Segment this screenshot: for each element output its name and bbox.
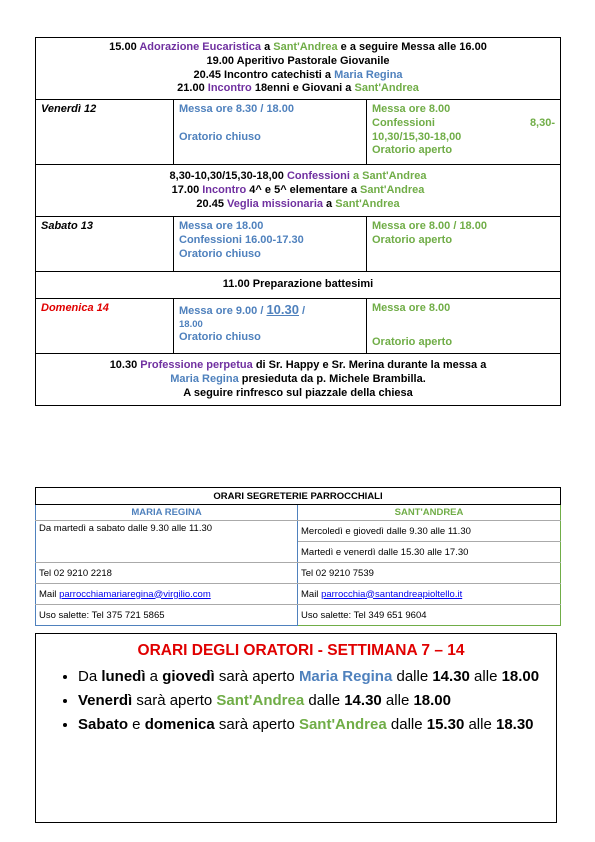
maria-regina-tel: Tel 02 9210 2218: [36, 563, 298, 584]
text: Sant'Andrea: [335, 197, 400, 210]
maria-regina-header: MARIA REGINA: [36, 505, 298, 521]
text: lunedì: [101, 668, 146, 685]
text: Maria Regina: [170, 372, 239, 385]
adorazione-line: [41, 41, 555, 55]
text: Messa ore 8.30 / 18.00: [179, 103, 294, 115]
text: e a seguire Messa alle 16.00: [337, 41, 487, 53]
text: Oratorio chiuso: [179, 330, 261, 343]
saturday-maria-regina: [174, 217, 367, 272]
text: 14.30: [432, 668, 470, 685]
text: /: [299, 305, 306, 317]
text: 18.00: [501, 668, 540, 685]
sant-andrea-header: SANT'ANDREA: [298, 505, 561, 521]
text: 18.00: [413, 691, 451, 709]
friday-day: Venerdì 12: [36, 100, 174, 165]
oratori-list: [58, 666, 544, 735]
text: 8,30-10,30/15,30-18,00: [169, 170, 287, 182]
list-item: [78, 666, 544, 688]
text: Messa ore 8.00: [372, 302, 451, 314]
text: a: [261, 41, 274, 53]
spacer: [179, 117, 361, 131]
text: Da: [78, 668, 102, 685]
text: Sant'Andrea: [216, 691, 305, 709]
segreterie-title: ORARI SEGRETERIE PARROCCHIALI: [36, 488, 561, 505]
veglia-line: [41, 198, 555, 212]
text: Sant'Andrea: [354, 82, 419, 95]
text: Sant'Andrea: [362, 170, 427, 182]
text: sarà aperto: [132, 691, 217, 709]
text: 18.30: [495, 715, 534, 733]
sant-andrea-mail-link[interactable]: parrocchia@santandreapioltello.it: [321, 588, 463, 600]
text: domenica: [144, 715, 215, 733]
sunday-events-row: [36, 354, 561, 406]
sunday-row: [36, 299, 561, 354]
oratori-box: [35, 633, 557, 823]
text: alle: [464, 715, 496, 733]
text: dalle: [392, 668, 433, 685]
text: Mail: [39, 588, 60, 600]
text: a: [349, 170, 363, 182]
text: Professione perpetua: [140, 359, 253, 371]
text: Incontro: [207, 82, 252, 95]
text: Maria Regina: [298, 668, 393, 685]
professione-line: [41, 359, 555, 373]
maria-regina-hours: Da martedì a sabato dalle 9.30 alle 11.30: [36, 521, 298, 563]
saturday-sant-andrea: [367, 217, 561, 272]
text: Venerdì: [78, 691, 133, 709]
text: 20.45: [196, 197, 227, 210]
saturday-events-row: [36, 272, 561, 299]
confessioni-line: [41, 170, 555, 184]
text: di Sr. Happy e Sr. Merina durante la messa a: [252, 359, 487, 371]
text: Messa ore 18.00: [179, 220, 264, 233]
text: 10.30: [266, 302, 299, 317]
text: Oratorio aperto: [372, 335, 453, 348]
text: dalle: [304, 691, 345, 709]
text: Sant'Andrea: [298, 715, 387, 733]
weekly-schedule-table: [35, 37, 561, 406]
friday-row: [36, 100, 561, 165]
text: Veglia missionaria: [227, 197, 323, 210]
text: Maria Regina: [334, 68, 403, 81]
text: Adorazione Eucaristica: [139, 41, 262, 53]
text: 18enni e Giovani a: [251, 82, 355, 95]
text: 21.00: [177, 82, 208, 95]
text: Sant'Andrea: [273, 41, 338, 53]
text: a: [145, 668, 163, 685]
sunday-mass-line: [179, 302, 361, 319]
text: 10,30/15,30-18,00: [372, 130, 462, 143]
text: Messa ore 8.00: [372, 103, 451, 115]
text: 20.45 Incontro catechisti a: [193, 68, 335, 81]
maria-regina-mail-link[interactable]: parrocchiamariaregina@virgilio.com: [59, 588, 211, 600]
text: Sabato: [78, 715, 129, 733]
aperitivo-line: 19.00 Aperitivo Pastorale Giovanile: [206, 54, 390, 67]
text: e: [128, 715, 145, 733]
presieduta-line: [41, 373, 555, 387]
text: giovedì: [162, 668, 215, 685]
maria-regina-mail: [36, 584, 298, 605]
list-item: [78, 690, 544, 712]
sant-andrea-hours-1: Mercoledì e giovedì dalle 9.30 alle 11.30: [298, 521, 561, 542]
text: 15.30: [426, 715, 465, 733]
sant-andrea-mail: [298, 584, 561, 605]
elementare-line: [41, 184, 555, 198]
text: Incontro: [202, 183, 247, 196]
text: alle: [469, 668, 502, 685]
text: sarà aperto: [214, 668, 299, 685]
text: 10.30: [109, 359, 141, 371]
sant-andrea-tel: Tel 02 9210 7539: [298, 563, 561, 584]
text: 18.00: [179, 318, 203, 330]
sunday-sant-andrea: [367, 299, 561, 354]
saturday-day: Sabato 13: [36, 217, 174, 272]
confessioni-line: [372, 117, 555, 131]
text: 17.00: [171, 183, 203, 196]
text: a: [323, 197, 336, 210]
text: 8,30-: [529, 116, 556, 129]
text: Mail: [301, 588, 322, 600]
text: Messa ore 9.00 /: [179, 305, 267, 317]
text: Oratorio chiuso: [179, 130, 261, 143]
professione-cell: [36, 354, 561, 406]
text: sarà aperto: [214, 715, 299, 733]
sunday-day: Domenica 14: [36, 299, 174, 354]
sant-andrea-salette: Uso salette: Tel 349 651 9604: [298, 605, 561, 626]
oratori-title: ORARI DEGLI ORATORI - SETTIMANA 7 – 14: [137, 642, 465, 659]
spacer: [372, 316, 555, 336]
rinfresco-line: A seguire rinfresco sul piazzale della chiesa: [183, 386, 413, 399]
friday-events-row: [36, 165, 561, 217]
text: 14.30: [344, 691, 382, 709]
giovani-line: [41, 82, 555, 96]
text: 4^ e 5^ elementare a: [246, 183, 360, 196]
text: Messa ore 8.00 / 18.00: [372, 220, 487, 233]
text: 15.00: [109, 41, 140, 53]
sunday-maria-regina: [174, 299, 367, 354]
text: Oratorio chiuso: [179, 247, 261, 260]
saturday-row: [36, 217, 561, 272]
friday-maria-regina: [174, 100, 367, 165]
text: presieduta da p. Michele Brambilla.: [238, 372, 426, 385]
maria-regina-salette: Uso salette: Tel 375 721 5865: [36, 605, 298, 626]
text: Oratorio aperto: [372, 234, 453, 246]
text: Confessioni 16.00-17.30: [179, 234, 304, 246]
sant-andrea-hours-2: Martedì e venerdì dalle 15.30 alle 17.30: [298, 542, 561, 563]
catechisti-line: [41, 69, 555, 83]
thursday-events-row: [36, 38, 561, 100]
text: Confessioni: [286, 170, 350, 182]
list-item: [78, 714, 544, 736]
text: Confessioni: [372, 116, 435, 129]
battesimi-cell: 11.00 Preparazione battesimi: [36, 272, 561, 299]
text: dalle: [386, 715, 427, 733]
friday-sant-andrea: [367, 100, 561, 165]
text: Sant'Andrea: [360, 183, 425, 196]
thursday-events-cell: [36, 38, 561, 100]
text: Oratorio aperto: [372, 144, 453, 157]
segreterie-table: [35, 487, 561, 626]
friday-events-cell: [36, 165, 561, 217]
text: alle: [381, 691, 414, 709]
